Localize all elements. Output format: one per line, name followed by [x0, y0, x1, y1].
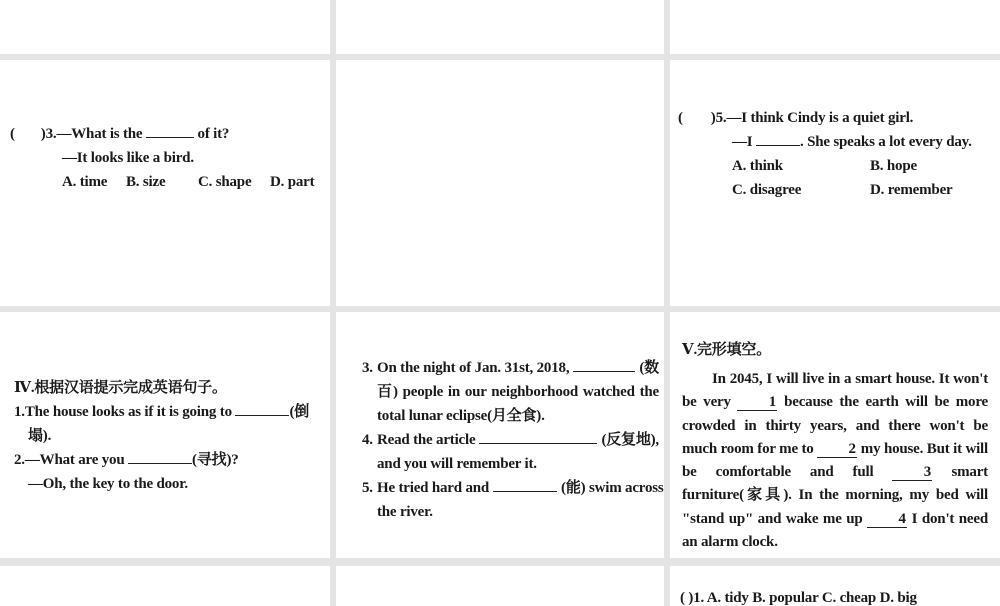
panel-section-4-continued: [336, 312, 664, 558]
question-5: [678, 106, 1000, 202]
chinese-hint: (反复地),: [601, 432, 659, 448]
section-4-item-3: [362, 356, 659, 428]
item-text-continued: 百) people in our neighborhood watched the total lunar eclipse(月全食).: [377, 384, 659, 424]
chinese-hint: (能) swim across: [561, 480, 664, 496]
panel-bottom-left: [0, 566, 330, 606]
section-5: [682, 338, 988, 554]
cloze-blank-1[interactable]: 1: [737, 394, 777, 411]
cloze-blank-2[interactable]: 2: [817, 441, 857, 458]
item-text: On the night of Jan. 31st, 2018,: [377, 360, 570, 376]
fill-blank[interactable]: [479, 428, 597, 444]
answer-paren-open: (: [10, 126, 15, 142]
option-a[interactable]: A. think: [732, 158, 783, 174]
question-5-line-2: [678, 130, 1000, 154]
item-text: The house looks as if it is going to: [24, 404, 232, 420]
panel-bottom-right: [670, 566, 1000, 606]
question-text: —What is the: [56, 126, 143, 142]
panel-middle-empty: [336, 60, 664, 306]
question-5-options: [678, 154, 1000, 202]
passage-text: because the earth will be more crowded in thirty years, and there won't be much room for me to: [682, 394, 988, 457]
passage-text: my house. But it will be comfortable and full: [682, 440, 988, 481]
item-number: 2.: [14, 452, 25, 468]
fill-blank[interactable]: [756, 130, 800, 146]
section-4-item-5: [362, 476, 664, 524]
answer-paren-close: ): [710, 110, 716, 126]
item-text-continued: 塌).: [28, 428, 52, 444]
cloze-options-row-1: ( )1. A. tidy B. popular C. cheap D. big: [680, 590, 917, 606]
panel-section-5: [670, 312, 1000, 558]
option-b[interactable]: B. hope: [870, 158, 917, 174]
item-number: 1.: [14, 404, 25, 420]
question-3: [10, 122, 314, 194]
passage-text: smart furniture(家具). In the morning, my bed will "stand up" and wake me up: [682, 464, 988, 527]
item-text-continued: the river.: [377, 504, 433, 520]
panel-question-3: [0, 60, 330, 306]
section-4-item-2: [14, 448, 320, 496]
section-4-item-1: [14, 400, 320, 448]
panel-bottom-middle: [336, 566, 664, 606]
section-heading: Ⅳ.根据汉语提示完成英语句子。: [14, 380, 227, 396]
panel-top-left: [0, 0, 330, 54]
section-4: [14, 376, 320, 496]
fill-blank[interactable]: [573, 356, 635, 372]
fill-blank[interactable]: [128, 448, 192, 464]
chinese-hint: (倒: [289, 404, 310, 420]
panel-top-right: [670, 0, 1000, 54]
fill-blank[interactable]: [235, 400, 289, 416]
question-text: of it?: [197, 126, 230, 142]
item-text-continued: and you will remember it.: [377, 456, 537, 472]
question-number: 5.: [715, 110, 727, 126]
option-d[interactable]: D. remember: [870, 182, 953, 198]
question-3-options: [10, 170, 314, 194]
option-d[interactable]: D. part: [270, 174, 315, 190]
question-text: . She speaks a lot every day.: [800, 134, 972, 150]
item-number: 3.: [362, 360, 373, 376]
panel-top-middle: [336, 0, 664, 54]
question-text: —I: [732, 134, 753, 150]
item-text-continued: —Oh, the key to the door.: [28, 476, 188, 492]
passage-text: In 2045, I will live in a smart house. It won't be very: [682, 371, 988, 411]
question-text: —I think Cindy is a quiet girl.: [726, 110, 914, 126]
item-text: Read the article: [377, 432, 476, 448]
chinese-hint: (数: [639, 360, 659, 376]
answer-paren-open: (: [678, 110, 683, 126]
answer-paren-close: ): [40, 126, 46, 142]
option-c[interactable]: C. shape: [198, 174, 252, 190]
option-c[interactable]: C. disagree: [732, 182, 802, 198]
chinese-hint: (寻找)?: [192, 452, 239, 468]
section-4-item-4: [362, 428, 659, 476]
question-3-line-1: [10, 122, 314, 146]
option-b[interactable]: B. size: [126, 174, 166, 190]
question-3-line-2: —It looks like a bird.: [62, 150, 194, 166]
item-number: 5.: [362, 480, 373, 496]
panel-question-5: [670, 60, 1000, 306]
panel-section-4: [0, 312, 330, 558]
option-a[interactable]: A. time: [62, 174, 108, 190]
item-number: 4.: [362, 432, 373, 448]
section-4-continued: [362, 356, 664, 524]
section-heading: Ⅴ.完形填空。: [682, 342, 771, 358]
passage-text: I don't need an alarm clock.: [682, 510, 988, 551]
cloze-blank-4[interactable]: 4: [867, 511, 907, 528]
question-number: 3.: [45, 126, 57, 142]
item-text: —What are you: [24, 452, 125, 468]
fill-blank[interactable]: [493, 476, 557, 492]
cloze-blank-3[interactable]: 3: [892, 464, 932, 481]
question-5-line-1: [678, 106, 1000, 130]
cloze-passage: [682, 368, 988, 554]
item-text: He tried hard and: [377, 480, 490, 496]
fill-blank[interactable]: [146, 122, 194, 138]
